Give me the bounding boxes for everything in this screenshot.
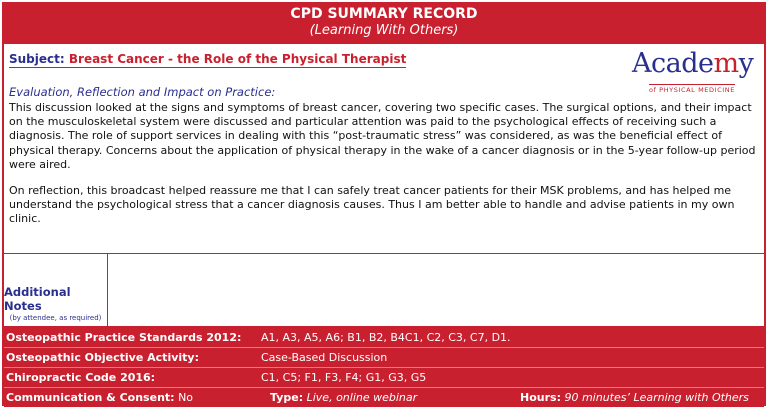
- consent-cell: [4, 391, 270, 404]
- notes-subtitle: (by attendee, as required): [9, 314, 102, 322]
- hours-label: Hours:: [520, 391, 561, 404]
- notes-field[interactable]: [108, 254, 764, 326]
- subject-value: Breast Cancer - the Role of the Physical Therapist: [68, 52, 407, 66]
- standard-value: C1, C5; F1, F3, F4; G1, G3, G5: [261, 371, 427, 384]
- record-header: [4, 4, 764, 44]
- standard-value: A1, A3, A5, A6; B1, B2, B4C1, C2, C3, C7, D1.: [261, 330, 511, 344]
- footer-row: [4, 387, 764, 407]
- type-value: Live, online webinar: [306, 391, 418, 404]
- standard-key: Chiropractic Code 2016:: [6, 371, 156, 384]
- logo-tagline: of PHYSICAL MEDICINE: [649, 86, 735, 94]
- additional-notes-label: [4, 254, 108, 326]
- cpd-record: [2, 2, 766, 406]
- record-title: CPD SUMMARY RECORD: [290, 6, 478, 22]
- standards-row: [4, 347, 764, 367]
- hours-value: 90 minutes’ Learning with Others: [564, 391, 749, 404]
- standards-table: [4, 327, 764, 407]
- main-section: [4, 44, 764, 254]
- standard-key: Osteopathic Objective Activity:: [6, 351, 199, 364]
- standards-row: [4, 367, 764, 387]
- type-label: Type:: [270, 391, 304, 404]
- standard-value: Case-Based Discussion: [261, 351, 388, 364]
- standards-row: [4, 327, 764, 347]
- notes-title: Additional Notes: [4, 285, 71, 313]
- consent-value: No: [178, 391, 194, 404]
- type-cell: [270, 391, 520, 404]
- academy-logo: [632, 50, 752, 96]
- reflection-paragraph: On reflection, this broadcast helped reassure me that I can safely treat cancer patients for their MSK problems, and has helped me understand the psychological stress that a cancer diagnosis causes. Thus I am better able to handle and advise patients in my own clinic.: [9, 184, 735, 226]
- record-subtitle: (Learning With Others): [309, 23, 459, 38]
- consent-label: Communication & Consent:: [6, 391, 175, 404]
- hours-cell: [520, 391, 749, 404]
- evaluation-heading: Evaluation, Reflection and Impact on Practice:: [9, 85, 276, 99]
- subject-line: [9, 52, 406, 68]
- additional-notes-section: [4, 254, 764, 327]
- standard-key: Osteopathic Practice Standards 2012:: [6, 330, 242, 344]
- evaluation-paragraph: This discussion looked at the signs and symptoms of breast cancer, covering two specific cases. The surgical options, and their impact on the musculoskeletal system were discussed and particular attention was paid to the psychological effects of receiving such a diagnosis. The role of support services in dealing with this “post-traumatic stress” was considered, as was the beneficial effect of physical therapy. Concerns about the application of physical therapy in the wake of a cancer diagnosis or in the 5-year follow-up period were aired.: [9, 101, 756, 171]
- logo-wordmark: Academy: [632, 48, 754, 79]
- subject-label: Subject:: [9, 52, 65, 66]
